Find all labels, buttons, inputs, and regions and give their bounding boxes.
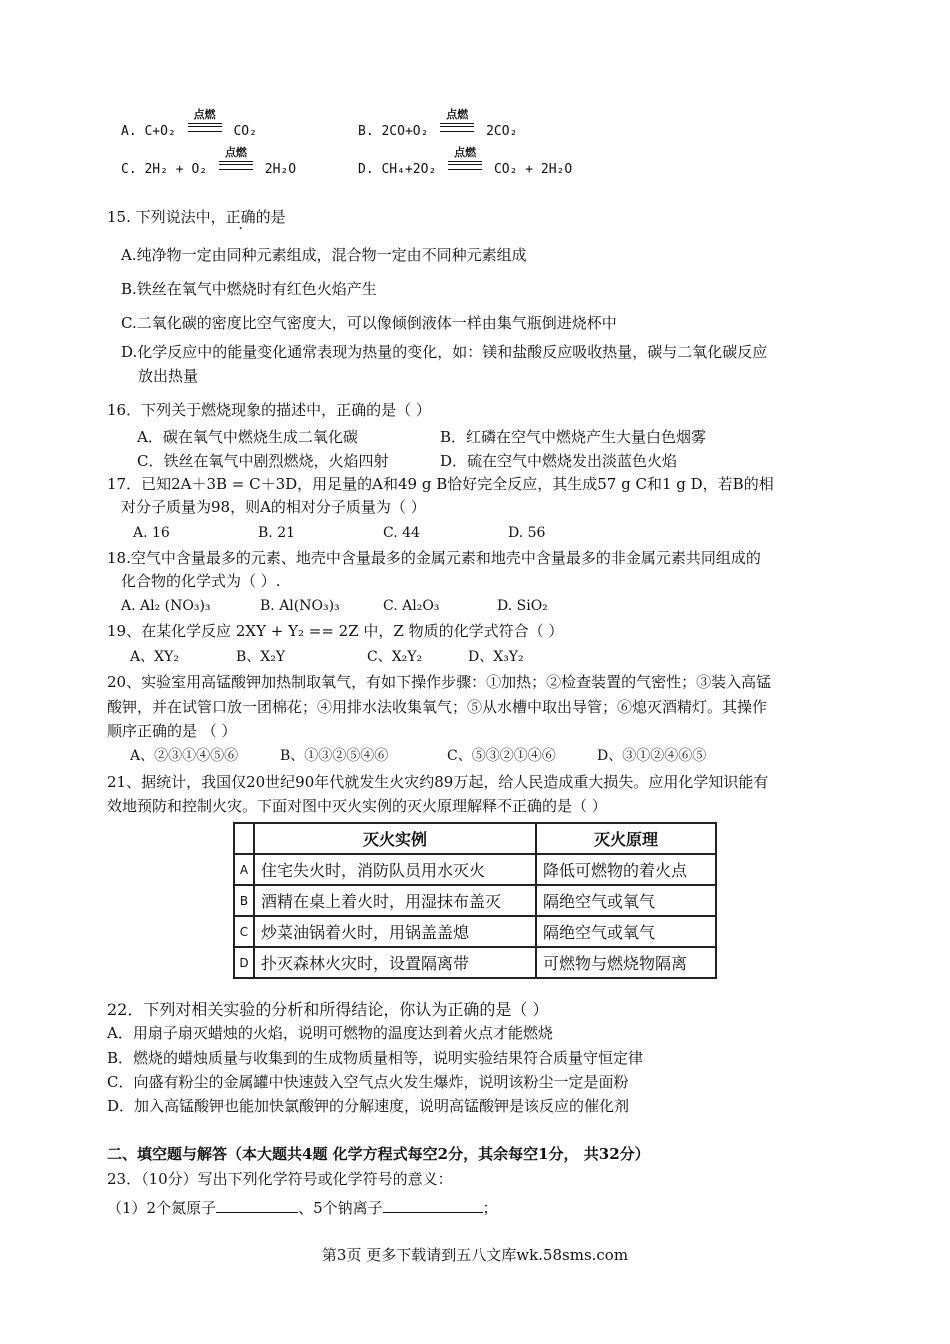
question-22-stem: 22．下列对相关实验的分析和所得结论，你认为正确的是（ ） [107,1000,549,1019]
row-label: A [234,854,254,885]
table-header-example: 灭火实例 [254,823,536,854]
question-21-stem: 21、据统计，我国仅20世纪90年代就发生火灾约89万起，给人民造成重大损失。应用化学知识能有 [107,773,769,791]
row-example: 住宅失火时，消防队员用水灭火 [254,854,536,885]
reaction-condition: 点燃 [224,146,247,159]
question-15-option-d: D.化学反应中的能量变化通常表现为热量的变化，如：镁和盐酸反应吸收热量，碳与二氧化碳反应 [121,343,768,361]
reaction-arrow [440,108,474,135]
answer-blank[interactable] [383,1196,483,1213]
table-row [234,885,716,916]
equation-products: CO₂ [233,124,257,139]
reaction-condition: 点燃 [454,146,477,159]
table-row [234,916,716,947]
question-15-option-c: C.二氧化碳的密度比空气密度大，可以像倾倒液体一样由集气瓶倒进烧杯中 [121,314,617,332]
question-22-option-a: A．用扇子扇灭蜡烛的火焰，说明可燃物的温度达到着火点才能燃烧 [107,1024,553,1042]
table-header-label-cell [234,823,254,854]
question-18-option-b: B. Al(NO₃)₃ [260,598,340,614]
question-16-option-b: B．红磷在空气中燃烧产生大量白色烟雾 [440,428,707,446]
part-1-label-a: （1）2个氮原子 [107,1199,217,1217]
table-row [234,947,716,978]
question-17-stem-cont: 对分子质量为98，则A的相对分子质量为（ ） [121,498,426,516]
question-23-part-1 [107,1196,498,1218]
equation-reactants: 2CO+O₂ [381,124,429,139]
table-row [234,854,716,885]
equation-reactants: CH₄+2O₂ [381,162,437,177]
equation-reactants: C+O₂ [144,124,176,139]
question-17-option-a: A. 16 [133,525,170,541]
question-15-option-d-cont: 放出热量 [138,367,199,385]
row-label: C [234,916,254,947]
question-17-option-c: C. 44 [383,525,420,541]
question-23-stem: 23．（10分）写出下列化学符号或化学符号的意义： [107,1170,453,1188]
question-17-stem: 17．已知2A＋3B = C＋3D，用足量的A和49 g B恰好完全反应，其生成57 g C和1 g D，若B的相 [107,475,774,493]
option-label: B. [358,124,374,139]
equation-reactants: 2H₂ + O₂ [144,162,208,177]
equation-products: 2CO₂ [486,124,518,139]
row-example: 酒精在桌上着火时，用湿抹布盖灭 [254,885,536,916]
question-22-option-c: C．向盛有粉尘的金属罐中快速鼓入空气点火发生爆炸，说明该粉尘一定是面粉 [107,1073,629,1091]
equation-products: 2H₂O [264,162,297,177]
question-20-stem-cont2: 顺序正确的是 （ ） [107,722,237,740]
question-21-stem-cont: 效地预防和控制火灾。下面对图中灭火实例的灭火原理解释不正确的是（ ） [107,797,607,815]
option-b-equation [358,108,518,142]
part-1-end: ； [482,1199,498,1217]
question-22-option-d: D．加入高锰酸钾也能加快氯酸钾的分解速度，说明高锰酸钾是该反应的催化剂 [107,1097,630,1115]
question-15-stem [107,207,286,227]
row-principle: 可燃物与燃烧物隔离 [536,947,716,978]
equation-products: CO₂ + 2H₂O [493,162,573,177]
option-c-equation [121,146,297,180]
question-22-option-b: B．燃烧的蜡烛质量与收集到的生成物质量相等，说明实验结果符合质量守恒定律 [107,1049,644,1067]
reaction-condition: 点燃 [193,108,216,121]
question-16-option-d: D．硫在空气中燃烧发出淡蓝色火焰 [440,452,678,470]
question-15-option-a: A.纯净物一定由同种元素组成，混合物一定由不同种元素组成 [121,246,527,264]
part-1-label-b: 、5个钠离子 [298,1199,383,1217]
reaction-arrow [448,146,482,173]
question-19-option-c: C、X₂Y₂ [367,649,423,665]
question-18-option-a: A. Al₂ (NO₃)₃ [121,598,211,614]
reaction-arrow [188,108,222,135]
option-a-equation [121,108,257,142]
reaction-arrow [219,146,253,173]
question-20-stem-cont1: 酸钾，并在试管口放一团棉花；④用排水法收集氧气；⑤从水槽中取出导管；⑥熄灭酒精灯。其操作 [107,698,768,716]
question-19-option-d: D、X₃Y₂ [468,649,524,665]
row-principle: 降低可燃物的着火点 [536,854,716,885]
question-18-stem: 18.空气中含量最多的元素、地壳中含量最多的金属元素和地壳中含量最多的非金属元素共同组成的 [107,549,761,567]
question-19-option-a: A、XY₂ [130,649,179,665]
question-15-option-b: B.铁丝在氧气中燃烧时有红色火焰产生 [121,280,377,298]
question-20-option-b: B、①③②⑤④⑥ [280,748,389,764]
option-d-equation [358,146,573,180]
question-17-option-b: B. 21 [258,525,296,541]
question-16-option-a: A．碳在氧气中燃烧生成二氧化碳 [137,428,358,446]
row-label: D [234,947,254,978]
question-20-stem: 20、实验室用高锰酸钾加热制取氧气，有如下操作步骤：①加热；②检查装置的气密性；③装入高锰 [107,673,772,691]
option-label: A. [121,124,137,139]
stem-part: 15. 下列说法中， [107,208,226,226]
reaction-condition: 点燃 [446,108,469,121]
row-example: 扑灭森林火灾时，设置隔离带 [254,947,536,978]
emphasis-text: 正确 [225,208,256,226]
stem-part: 的是 [255,208,286,226]
answer-blank[interactable] [216,1196,298,1213]
row-principle: 隔绝空气或氧气 [536,885,716,916]
question-17-option-d: D. 56 [508,525,546,541]
row-example: 炒菜油锅着火时，用锅盖盖熄 [254,916,536,947]
question-16-stem: 16．下列关于燃烧现象的描述中，正确的是（ ） [107,401,431,419]
question-19-option-b: B、X₂Y [236,649,286,665]
question-19-stem: 19、在某化学反应 2XY + Y₂ == 2Z 中，Z 物质的化学式符合（ ） [107,622,564,640]
fire-extinguishing-table [233,822,717,979]
question-20-option-a: A、②③①④⑤⑥ [130,748,239,764]
question-18-stem-cont: 化合物的化学式为（ ）. [121,572,281,590]
question-18-option-d: D. SiO₂ [497,598,548,614]
option-label: D. [358,162,374,177]
row-principle: 隔绝空气或氧气 [536,916,716,947]
row-label: B [234,885,254,916]
section-2-title: 二、填空题与解答（本大题共4题 化学方程式每空2分，其余每空1分， 共32分） [107,1145,650,1163]
table-header-principle: 灭火原理 [536,823,716,854]
question-16-option-c: C．铁丝在氧气中剧烈燃烧，火焰四射 [137,452,389,470]
question-20-option-c: C、⑤③②①④⑥ [447,748,556,764]
option-label: C. [121,162,137,177]
question-20-option-d: D、③①②④⑥⑤ [597,748,707,764]
table-header-row [234,823,716,854]
page-footer: 第3页 更多下载请到五八文库wk.58sms.com [321,1246,629,1264]
question-18-option-c: C. Al₂O₃ [383,598,440,614]
